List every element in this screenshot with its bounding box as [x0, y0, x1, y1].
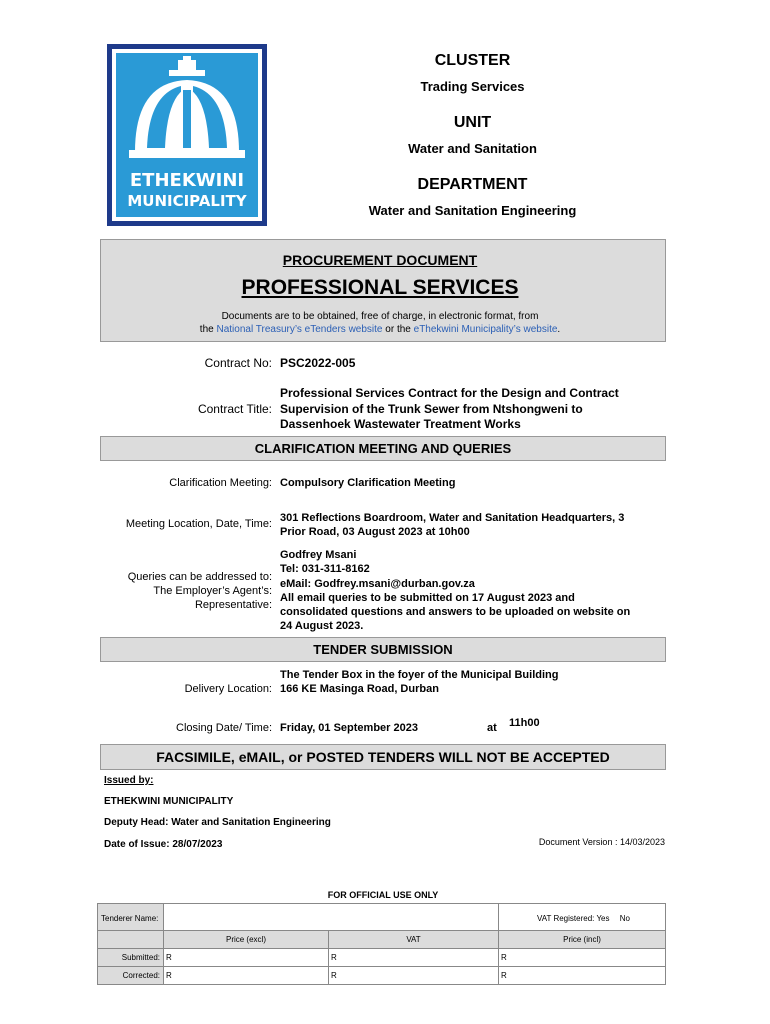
queries-line: consolidated questions and answers to be uploaded on website on: [280, 606, 631, 619]
queries-line: Godfrey Msani: [280, 549, 357, 561]
note-prefix: the: [199, 324, 217, 335]
contract-title-line: Supervision of the Trunk Sewer from Ntshongweni to: [280, 401, 583, 416]
logo-line1: ETHEKWINI: [129, 170, 245, 191]
issued-by-label: Issued by:: [104, 775, 154, 786]
col-price-excl: Price (excl): [163, 930, 329, 949]
note-suffix: .: [557, 324, 561, 335]
queries-email[interactable]: eMail: Godfrey.msani@durban.gov.za: [280, 577, 475, 590]
meeting-location-label: Meeting Location, Date, Time:: [125, 518, 272, 530]
note-mid: or the: [382, 324, 414, 335]
corrected-price-incl[interactable]: R: [498, 966, 666, 985]
location-line: Prior Road, 03 August 2023 at 10h00: [280, 526, 470, 538]
cluster-heading: CLUSTER: [434, 52, 511, 69]
procurement-main-title: PROFESSIONAL SERVICES: [241, 276, 519, 299]
document-version: Document Version : 14/03/2023: [538, 837, 665, 847]
corrected-vat[interactable]: R: [328, 966, 499, 985]
clarification-meeting-label: Clarification Meeting:: [169, 477, 272, 489]
meeting-location-value: [280, 511, 624, 539]
queries-line: All email queries to be submitted on 17 August 2023 and: [280, 591, 575, 604]
unit-value: Water and Sanitation: [408, 141, 537, 156]
cluster-value: Trading Services: [420, 79, 525, 94]
contract-no-label: Contract No:: [204, 356, 272, 370]
tenderer-name-label: Tenderer Name:: [97, 903, 164, 931]
etenders-link[interactable]: National Treasury’s eTenders website: [216, 324, 383, 335]
department-value: Water and Sanitation Engineering: [368, 203, 577, 218]
vat-registered-yes: VAT Registered: Yes: [537, 914, 610, 923]
header-blank-cell: [97, 930, 164, 949]
delivery-line: 166 KE Masinga Road, Durban: [280, 683, 439, 695]
not-accepted-warning: FACSIMILE, eMAIL, or POSTED TENDERS WILL NOT BE ACCEPTED: [100, 744, 666, 770]
closing-date-label: Closing Date/ Time:: [176, 722, 272, 734]
queries-label-line: Queries can be addressed to:: [127, 571, 272, 583]
contract-title-line: Dassenhoek Wastewater Treatment Works: [280, 417, 521, 431]
issuer-org: ETHEKWINI MUNICIPALITY: [104, 796, 234, 807]
queries-label-line: The Employer’s Agent’s:: [153, 585, 272, 597]
contract-title-label: Contract Title:: [197, 402, 272, 416]
submitted-label: Submitted:: [97, 948, 164, 967]
submitted-vat[interactable]: R: [328, 948, 499, 967]
queries-label-line: Representative:: [194, 599, 272, 611]
closing-at: at: [487, 722, 497, 734]
delivery-location-label: Delivery Location:: [184, 683, 272, 695]
contract-title-line: Professional Services Contract for the Design and Contract: [280, 386, 619, 400]
issuer-deputy: Deputy Head: Water and Sanitation Engineering: [104, 817, 331, 828]
logo-line2: MUNICIPALITY: [127, 192, 247, 210]
tender-submission-band: TENDER SUBMISSION: [100, 637, 666, 662]
contract-no-value: PSC2022-005: [280, 356, 356, 370]
ethekwini-logo: [107, 44, 267, 226]
vat-registered-no: No: [619, 914, 630, 923]
submitted-price-incl[interactable]: R: [498, 948, 666, 967]
location-line: 301 Reflections Boardroom, Water and Sanitation Headquarters, 3: [280, 512, 625, 524]
queries-line: 24 August 2023.: [280, 620, 364, 633]
date-of-issue: Date of Issue: 28/07/2023: [104, 839, 223, 850]
unit-heading: UNIT: [453, 114, 492, 131]
contract-title-value: [280, 386, 619, 433]
corrected-price-excl[interactable]: R: [163, 966, 329, 985]
procurement-note: Documents are to be obtained, free of charge, in electronic format, from: [221, 311, 539, 322]
queries-line: Tel: 031-311-8162: [280, 563, 370, 576]
queries-label: [100, 570, 272, 612]
queries-contact: [280, 548, 630, 634]
delivery-line: The Tender Box in the foyer of the Municipal Building: [280, 669, 559, 681]
delivery-location-value: [280, 668, 558, 696]
closing-date-value: Friday, 01 September 2023: [280, 722, 418, 734]
procurement-note-links: [100, 324, 660, 335]
closing-time: 11h00: [509, 717, 540, 729]
department-heading: DEPARTMENT: [417, 176, 528, 193]
official-use-title: FOR OFFICIAL USE ONLY: [327, 890, 439, 900]
col-price-incl: Price (incl): [498, 930, 666, 949]
official-use-table: [97, 903, 666, 985]
procurement-title: PROCUREMENT DOCUMENT: [282, 252, 478, 268]
corrected-label: Corrected:: [97, 966, 164, 985]
clarification-meeting-value: Compulsory Clarification Meeting: [280, 477, 456, 489]
tenderer-name-field[interactable]: [163, 903, 499, 931]
municipality-website-link[interactable]: eThekwini Municipality’s website: [413, 324, 558, 335]
clarification-band: CLARIFICATION MEETING AND QUERIES: [100, 436, 666, 461]
submitted-price-excl[interactable]: R: [163, 948, 329, 967]
col-vat: VAT: [328, 930, 499, 949]
vat-registered-field[interactable]: [498, 903, 666, 931]
